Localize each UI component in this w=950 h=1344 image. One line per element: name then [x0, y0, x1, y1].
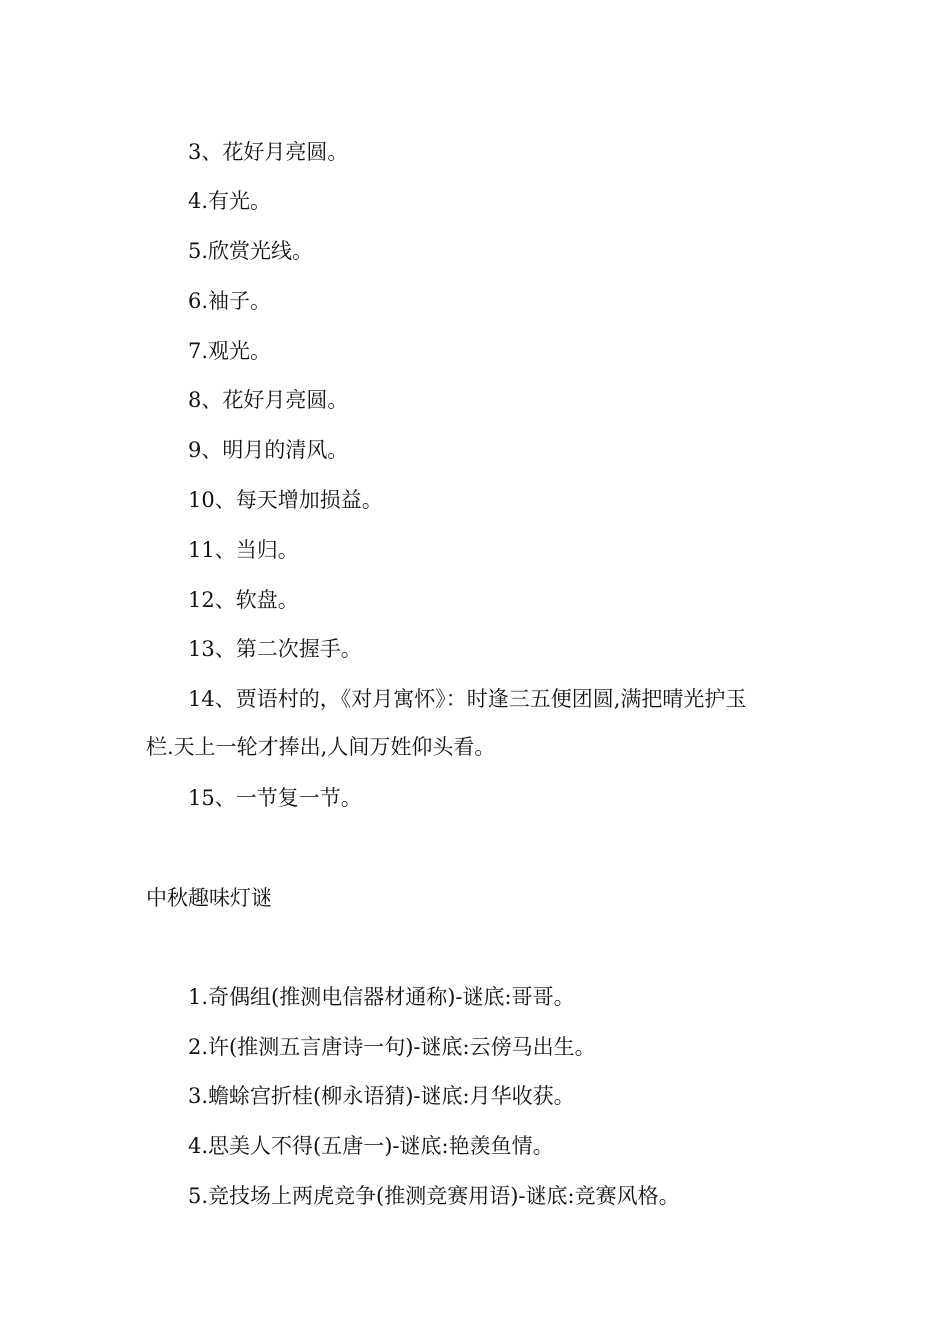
answer-line: 10、每天增加损益。 [188, 488, 383, 512]
riddle-line: 2.许(推测五言唐诗一句)-谜底:云傍马出生。 [188, 1035, 596, 1059]
answer-line: 9、明月的清风。 [188, 438, 349, 462]
riddle-line: 1.奇偶组(推测电信器材通称)-谜底:哥哥。 [188, 985, 575, 1009]
answer-paragraph-14 [146, 685, 816, 761]
answer-14-line-2: 栏.天上一轮才捧出,人间万姓仰头看。 [146, 735, 496, 759]
section-title: 中秋趣味灯谜 [146, 886, 272, 910]
answer-line: 15、一节复一节。 [188, 786, 362, 810]
answer-line: 11、当归。 [188, 538, 299, 562]
answer-line: 3、花好月亮圆。 [188, 140, 349, 164]
answer-line: 13、第二次握手。 [188, 637, 362, 661]
answer-line: 5.欣赏光线。 [188, 239, 314, 263]
answer-line: 8、花好月亮圆。 [188, 388, 349, 412]
answer-line: 4.有光。 [188, 189, 272, 213]
riddle-line: 3.蟾蜍宫折桂(柳永语猜)-谜底:月华收获。 [188, 1084, 575, 1108]
riddle-line: 4.思美人不得(五唐一)-谜底:艳羡鱼情。 [188, 1134, 554, 1158]
riddle-line: 5.竞技场上两虎竞争(推测竞赛用语)-谜底:竞赛风格。 [188, 1184, 680, 1208]
answer-line: 12、软盘。 [188, 588, 299, 612]
answer-line: 6.袖子。 [188, 289, 272, 313]
answer-line: 7.观光。 [188, 339, 272, 363]
answer-14-line-1: 14、贾语村的，《对月寓怀》：时逢三五便团圆,满把晴光护玉 [188, 687, 747, 711]
